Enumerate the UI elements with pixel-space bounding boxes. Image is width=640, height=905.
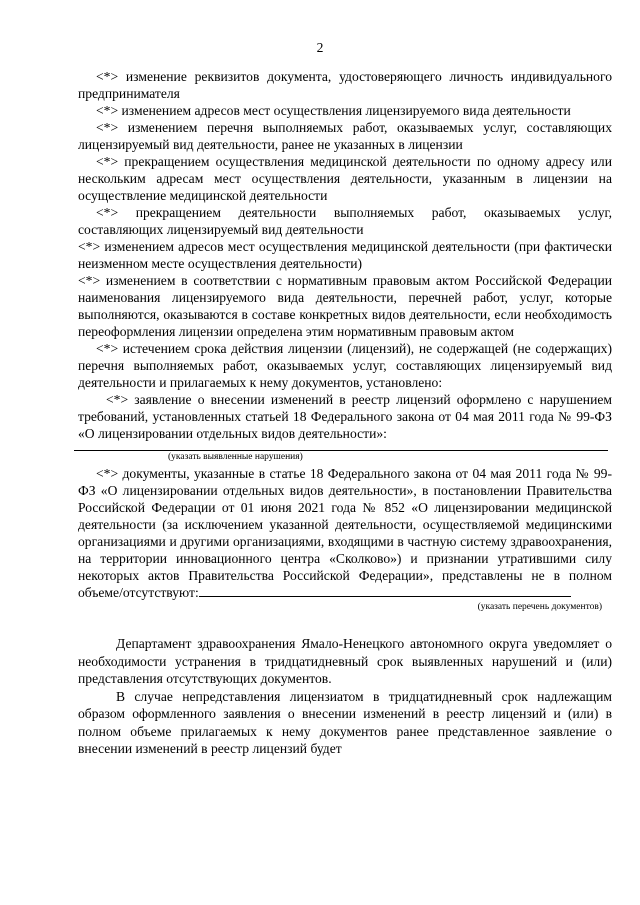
page-number: 2	[316, 40, 324, 55]
documents-text: <*> документы, указанные в статье 18 Федерального закона от 04 мая 2011 года № 99-ФЗ «О лицензировании отдельных видов деятельности», в постановлении Правительства Российской Федерации от 01 июня 2021 года № 852 «О лицензировании медицинской деятельности (за исключением указанной деятельности, осуществляемой медицинскими организациями и другими организациями, входящими в частную систему здравоохранения, на территории инновационного центра «Сколково») и признании утратившими силу некоторых актов Правительства Российской Федерации», представлены не в полном объеме/отсутствуют:	[78, 466, 612, 600]
item-change-identity-doc: <*> изменение реквизитов документа, удостоверяющего личность индивидуального предпринимателя	[78, 69, 612, 101]
item-change-medical-addresses: <*> изменением адресов мест осуществления медицинской деятельности (при фактически неизменном месте осуществления деятельности)	[78, 239, 612, 271]
document-body	[78, 68, 612, 758]
closing-block	[78, 635, 612, 758]
hint-documents: (указать перечень документов)	[477, 602, 602, 612]
item-change-addresses: <*> изменением адресов мест осуществления лицензируемого вида деятельности	[96, 103, 571, 118]
hint-violations: (указать выявленные нарушения)	[168, 452, 303, 462]
closing-paragraph-1: Департамент здравоохранения Ямало-Ненецкого автономного округа уведомляет о необходимости устранения в тридцатидневный срок выявленных нарушений и (или) представления отсутствующих документов.	[78, 636, 612, 686]
item-stop-medical-activity: <*> прекращением осуществления медицинской деятельности по одному адресу или нескольким адресам мест осуществления деятельности, указанным в лицензии на осуществление медицинской деятельности	[78, 154, 612, 203]
closing-paragraph-2: В случае непредставления лицензиатом в тридцатидневный срок надлежащим образом оформленного заявления о внесении изменений в реестр лицензий и (или) в полном объеме прилагаемых к нему документов ранее представленное заявление о внесении изменений в реестр лицензий будет	[78, 688, 612, 756]
documents-fill-line	[199, 584, 571, 597]
item-application-violations: <*> заявление о внесении изменений в реестр лицензий оформлено с нарушением требований, установленных статьей 18 Федерального закона от 04 мая 2011 года № 99-ФЗ «О лицензировании отдельных видов деятельности»:	[78, 392, 612, 441]
item-change-works-list: <*> изменением перечня выполняемых работ, оказываемых услуг, составляющих лицензируемый вид деятельности, ранее не указанных в лицензии	[78, 120, 612, 152]
item-change-by-legal-act: <*> изменением в соответствии с нормативным правовым актом Российской Федерации наименования лицензируемого вида деятельности, перечней работ, услуг, которые выполняются, оказываются в составе конкретных видов деятельности, если необходимость переоформления лицензии определена этим нормативным правовым актом	[78, 273, 612, 339]
item-license-expiry: <*> истечением срока действия лицензии (лицензий), не содержащей (не содержащих) перечня выполняемых работ, оказываемых услуг, составляющих лицензируемый вид деятельности и прилагаемых к нему документов, установлено:	[78, 341, 612, 390]
item-stop-works: <*> прекращением деятельности выполняемых работ, оказываемых услуг, составляющих лицензируемый вид деятельности	[78, 205, 612, 237]
item-documents-missing	[78, 465, 612, 601]
